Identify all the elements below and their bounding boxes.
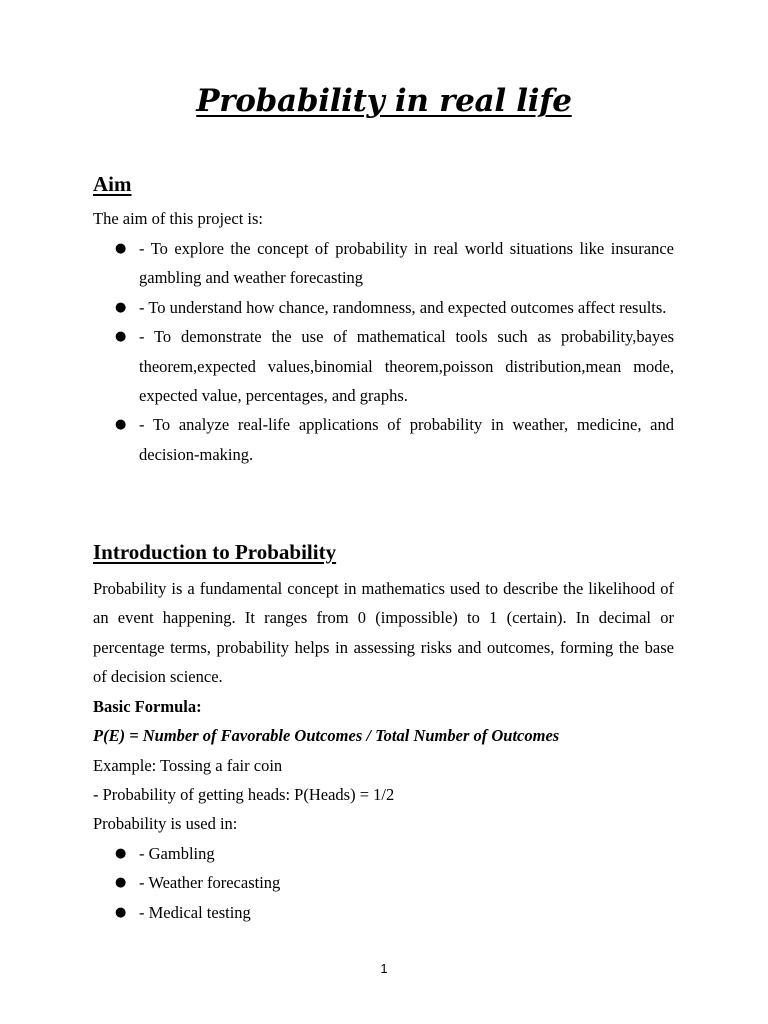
introduction-heading: Introduction to Probability <box>93 540 337 564</box>
aim-bullet-item <box>93 234 674 293</box>
used-in-label: Probability is used in: <box>93 814 238 833</box>
used-in-item <box>93 898 674 927</box>
bullet-icon: ● <box>115 241 127 256</box>
document-title: Probability in real life <box>196 83 572 119</box>
bullet-icon: ● <box>115 875 127 891</box>
aim-intro: The aim of this project is: <box>93 209 264 228</box>
formula-label: Basic Formula: <box>93 697 202 716</box>
bullet-icon: ● <box>115 417 127 433</box>
used-in-item <box>93 839 674 868</box>
aim-bullet-item <box>93 293 674 322</box>
formula-text: P(E) = Number of Favorable Outcomes / Total Number of Outcomes <box>93 726 560 745</box>
bullet-icon: ● <box>115 299 127 315</box>
used-in-list <box>93 839 674 927</box>
aim-bullet-text: - To analyze real-life applications of probability in weather, medicine, and decision-making. <box>139 415 674 464</box>
bullet-icon: ● <box>115 329 127 345</box>
aim-bullet-text: - To demonstrate the use of mathematical tools such as probability,bayes theorem,expected values,binomial theorem,poisson distribution,mean mode, expected value, percentages, and graphs. <box>139 327 674 406</box>
aim-bullet-item <box>93 322 674 410</box>
page-number: 1 <box>380 961 388 976</box>
bullet-icon: ● <box>115 846 127 861</box>
bullet-icon: ● <box>115 904 127 920</box>
aim-bullet-text: - To understand how chance, randomness, and expected outcomes affect results. <box>139 297 667 317</box>
aim-bullet-list <box>93 234 674 469</box>
aim-bullet-item <box>93 410 674 469</box>
used-in-text: - Gambling <box>139 844 215 863</box>
used-in-text: - Weather forecasting <box>139 873 281 893</box>
introduction-paragraph: Probability is a fundamental concept in mathematics used to describe the likelihood of an event happening. It ranges from 0 (impossible) to 1 (certain). In decimal or percentage terms, probability helps in assessing risks and outcomes, forming the base of decision science. <box>93 579 674 687</box>
aim-heading: Aim <box>93 172 132 196</box>
example-detail: - Probability of getting heads: P(Heads) = 1/2 <box>93 785 395 804</box>
example-text: Example: Tossing a fair coin <box>93 756 283 775</box>
used-in-item <box>93 868 674 897</box>
aim-bullet-text: - To explore the concept of probability in real world situations like insurance gambling and weather forecasting <box>139 239 674 288</box>
used-in-text: - Medical testing <box>139 902 251 922</box>
